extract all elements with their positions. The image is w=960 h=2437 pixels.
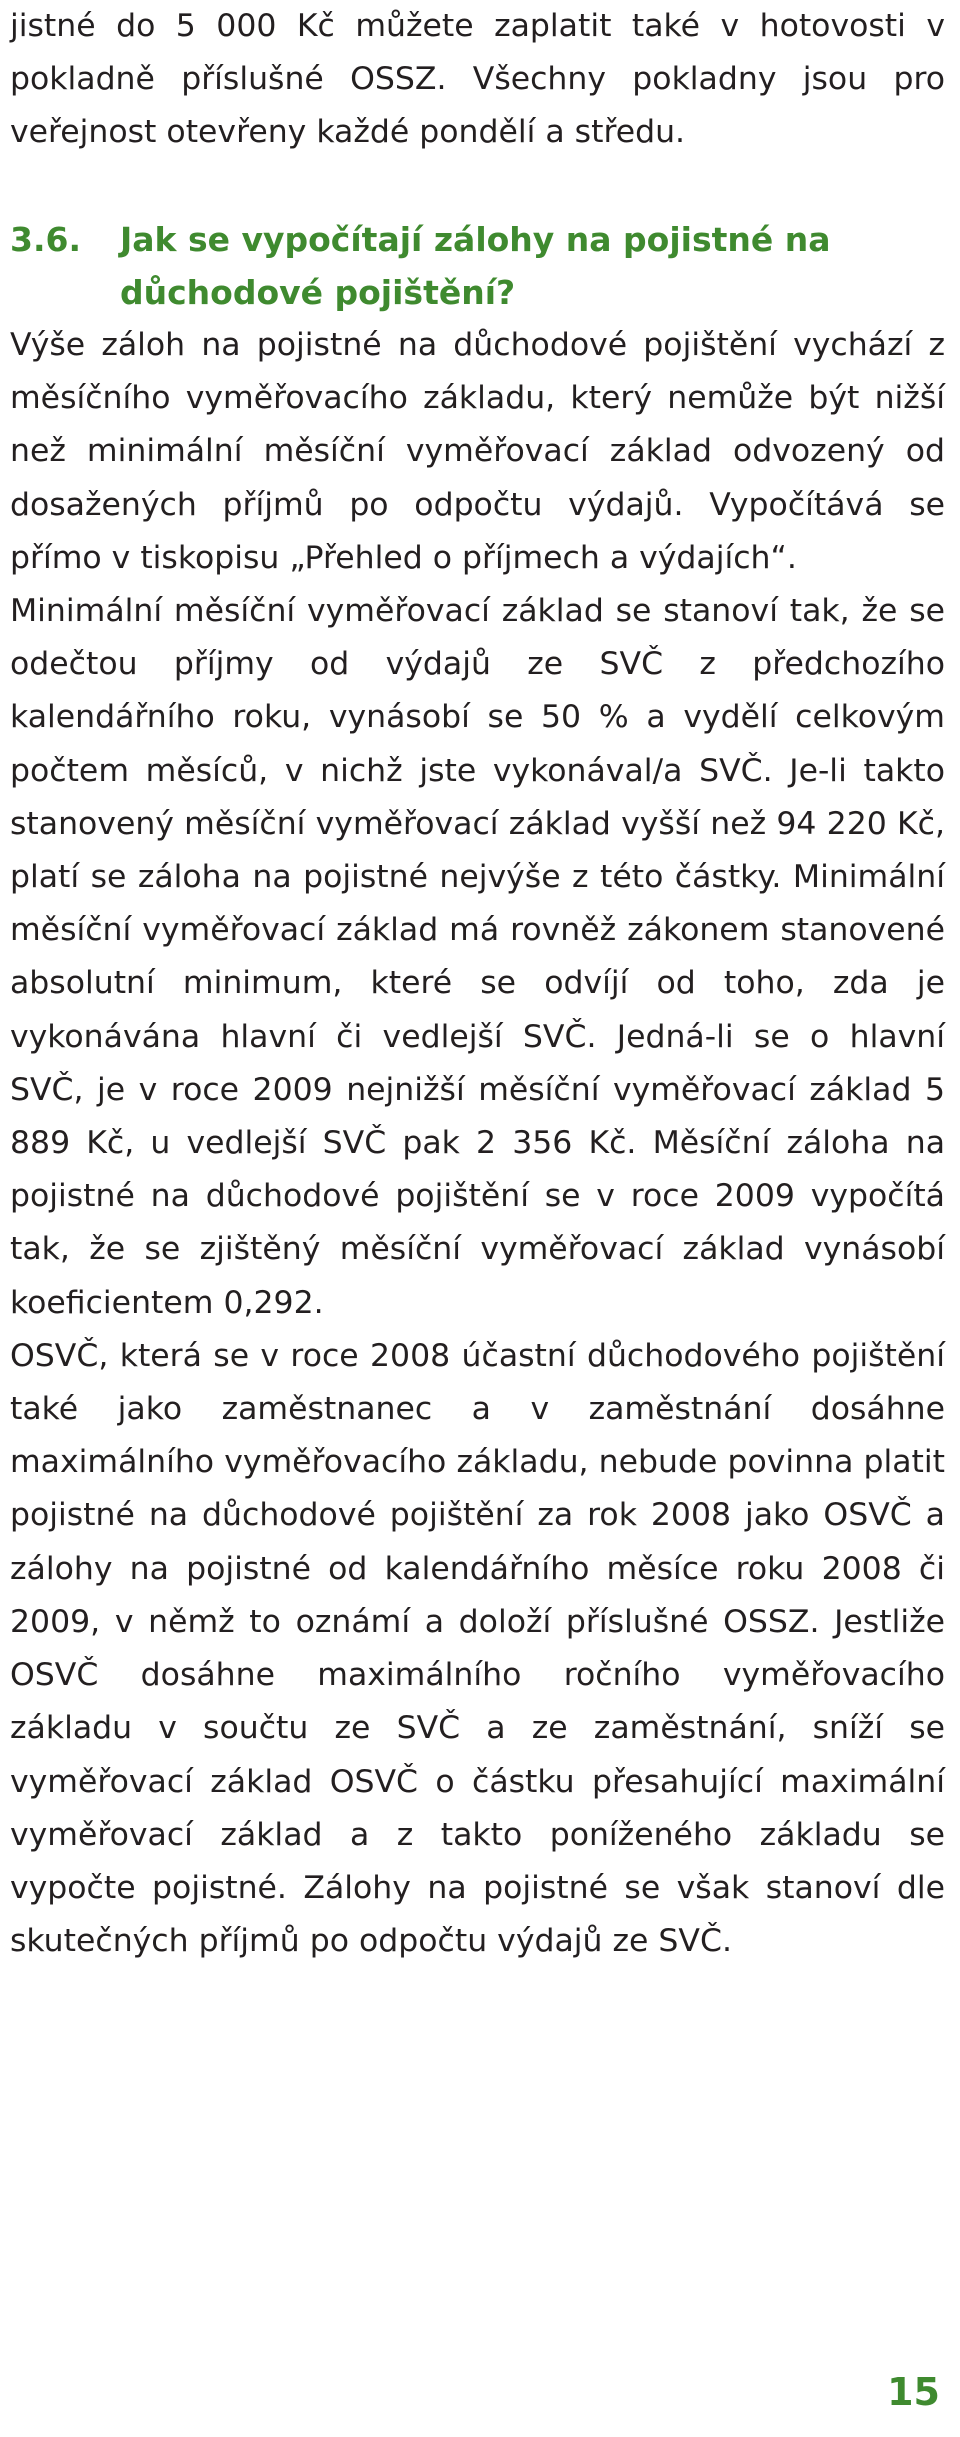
body-paragraph-3: OSVČ, která se v roce 2008 účastní důchodového pojištění také jako zaměstnanec a v zaměstnání dosáhne maximálního vyměřovacího základu, nebude povinna platit pojistné na důchodové pojištění za rok 2008 jako OSVČ a zálohy na pojistné od kalendářního měsíce roku 2008 či 2009, v němž to oznámí a doloží příslušné OSSZ. Jestliže OSVČ dosáhne maximálního ročního vyměřovacího základu v součtu ze SVČ a ze zaměstnání, sníží se vyměřovací základ OSVČ o částku přesahující maximální vyměřovací základ a z takto poníženého základu se vypočte pojistné. Zálohy na pojistné se však stanoví dle skutečných příjmů po odpočtu výdajů ze SVČ. — [10, 1337, 945, 1960]
body-paragraph-2: Minimální měsíční vyměřovací základ se stanoví tak, že se odečtou příjmy od výdajů ze SVČ z předchozího kalendářního roku, vynásobí se 50 % a vydělí celkovým počtem měsíců, v nichž jste vykonával/a SVČ. Je-li takto stanovený měsíční vyměřovací základ vyšší než 94 220 Kč, platí se záloha na pojistné nejvýše z této částky. Minimální měsíční vyměřovací základ má rovněž zákonem stanovené absolutní minimum, které se odvíjí od toho, zda je vykonávána hlavní či vedlejší SVČ. Jedná-li se o hlavní SVČ, je v roce 2009 nejnižší měsíční vyměřovací základ 5 889 Kč, u vedlejší SVČ pak 2 356 Kč. Měsíční záloha na pojistné na důchodové pojištění se v roce 2009 vypočítá tak, že se zjištěný měsíční vyměřovací základ vynásobí koeficientem 0,292. — [10, 593, 945, 1321]
section-heading — [10, 213, 945, 319]
page-content — [10, 0, 945, 1968]
intro-paragraph: jistné do 5 000 Kč můžete zaplatit také v hotovosti v pokladně příslušné OSSZ. Všechny pokladny jsou pro veřejnost otevřeny každé pondělí a středu. — [10, 8, 945, 151]
body-paragraph-1: Výše záloh na pojistné na důchodové pojištění vychází z měsíčního vyměřovacího základu, který nemůže být nižší než minimální měsíční vyměřovací základ odvozený od dosažených příjmů po odpočtu výdajů. Vypočítává se přímo v tiskopisu „Přehled o příjmech a výdajích“. — [10, 327, 945, 576]
page-number: 15 — [887, 2370, 940, 2414]
section-number: 3.6. — [10, 219, 81, 259]
section-title: Jak se vypočítají zálohy na pojistné na důchodové pojištění? — [120, 219, 831, 312]
